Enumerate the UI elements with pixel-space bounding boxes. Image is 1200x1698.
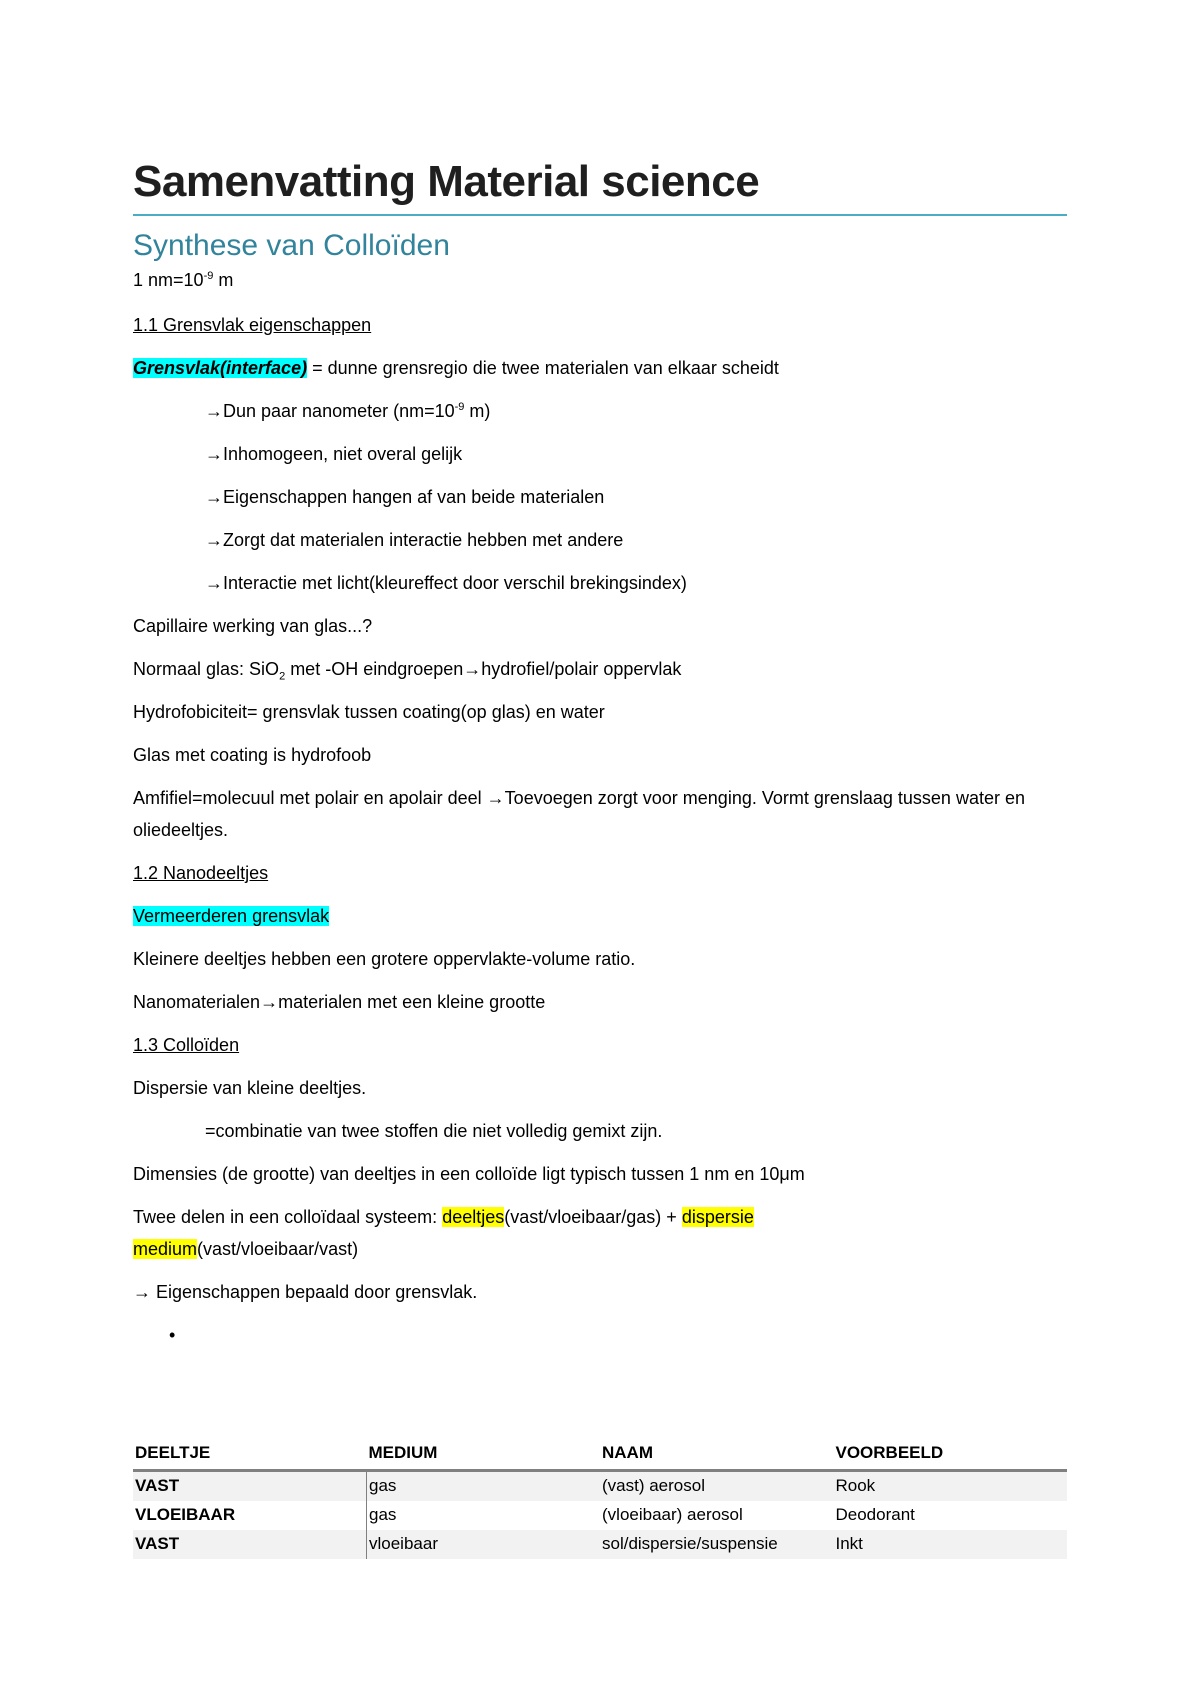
arrow-superscript: -9 bbox=[454, 401, 465, 413]
arrow-item-dun bbox=[205, 395, 1067, 427]
highlighted-dispersie: dispersie bbox=[681, 1207, 754, 1227]
para-dispersie: Dispersie van kleine deeltjes. bbox=[133, 1078, 367, 1098]
arrow-item-interactie-licht: →Interactie met licht(kleureffect door verschil brekingsindex) bbox=[205, 573, 687, 593]
highlighted-vermeerderen: Vermeerderen grensvlak bbox=[133, 906, 330, 926]
definition-rest: = dunne grensregio die twee materialen van elkaar scheidt bbox=[307, 358, 779, 378]
nm-superscript: -9 bbox=[203, 270, 214, 282]
highlighted-medium: medium bbox=[133, 1239, 198, 1259]
colloid-types-table bbox=[133, 1439, 1067, 1559]
para-eigenschappen-grensvlak: → Eigenschappen bepaald door grensvlak. bbox=[133, 1282, 478, 1302]
para-glas-coating: Glas met coating is hydrofoob bbox=[133, 745, 372, 765]
subsection-heading-1-1: 1.1 Grensvlak eigenschappen bbox=[133, 315, 372, 335]
para-normaal-glas bbox=[133, 653, 1067, 685]
arrow-item-inhomogeen: →Inhomogeen, niet overal gelijk bbox=[205, 444, 463, 464]
subsection-heading-1-2: 1.2 Nanodeeltjes bbox=[133, 863, 269, 883]
sio2-subscript: 2 bbox=[279, 670, 286, 683]
highlighted-term-grensvlak: Grensvlak(interface) bbox=[133, 358, 308, 378]
para-capillaire: Capillaire werking van glas...? bbox=[133, 616, 373, 636]
title-underline-rule bbox=[133, 214, 1067, 216]
nm-text: 1 nm=10 bbox=[133, 270, 204, 290]
highlighted-deeltjes: deeltjes bbox=[442, 1207, 505, 1227]
section-heading: Synthese van Colloïden bbox=[133, 229, 450, 262]
arrow-text-end: m) bbox=[464, 401, 491, 421]
arrow-item-eigenschappen: →Eigenschappen hangen af van beide materialen bbox=[205, 487, 605, 507]
arrow-item-zorgt: →Zorgt dat materialen interactie hebben met andere bbox=[205, 530, 624, 550]
table-header-row bbox=[133, 1439, 1067, 1471]
para-kleinere-deeltjes: Kleinere deeltjes hebben een grotere oppervlakte-volume ratio. bbox=[133, 949, 636, 969]
table-header-cell: DEELTJE bbox=[133, 1439, 367, 1471]
arrow-text: →Dun paar nanometer (nm=10 bbox=[205, 401, 455, 421]
table-cell: (vloeibaar) aerosol bbox=[602, 1505, 743, 1524]
table-row bbox=[133, 1501, 1067, 1530]
table-cell: VLOEIBAAR bbox=[135, 1505, 236, 1524]
table-cell: VAST bbox=[135, 1476, 180, 1495]
subsection-heading-1-3: 1.3 Colloïden bbox=[133, 1035, 240, 1055]
table-header-cell: VOORBEELD bbox=[834, 1439, 1068, 1471]
normaal-glas-text-end: met -OH eindgroepen→hydrofiel/polair oppervlak bbox=[285, 659, 682, 679]
twee-delen-mid: (vast/vloeibaar/gas) + bbox=[504, 1207, 682, 1227]
table-cell: gas bbox=[367, 1501, 601, 1530]
normaal-glas-text: Normaal glas: SiO bbox=[133, 659, 280, 679]
table-cell: Inkt bbox=[835, 1534, 863, 1553]
twee-delen-end: (vast/vloeibaar/vast) bbox=[197, 1239, 359, 1259]
twee-delen-text: Twee delen in een colloïdaal systeem: bbox=[133, 1207, 443, 1227]
table-header-cell: NAAM bbox=[600, 1439, 834, 1471]
table-cell: sol/dispersie/suspensie bbox=[602, 1534, 778, 1553]
table-header-cell: MEDIUM bbox=[367, 1439, 601, 1471]
para-nanomaterialen: Nanomaterialen→materialen met een kleine grootte bbox=[133, 992, 546, 1012]
para-combinatie: =combinatie van twee stoffen die niet volledig gemixt zijn. bbox=[205, 1121, 663, 1141]
document-title: Samenvatting Material science bbox=[133, 157, 760, 206]
table-cell: gas bbox=[367, 1471, 601, 1502]
para-twee-delen bbox=[133, 1201, 1067, 1265]
nm-unit: m bbox=[213, 270, 234, 290]
para-grensvlak-definition bbox=[133, 352, 1067, 384]
table-cell: VAST bbox=[135, 1534, 180, 1553]
table-cell: (vast) aerosol bbox=[602, 1476, 705, 1495]
para-amfifiel: Amfifiel=molecuul met polair en apolair deel →Toevoegen zorgt voor menging. Vormt grenslaag tussen water en oliedeeltjes. bbox=[133, 788, 1025, 840]
para-nm-definition bbox=[133, 266, 1067, 294]
para-dimensies: Dimensies (de grootte) van deeltjes in een colloïde ligt typisch tussen 1 nm en 10μm bbox=[133, 1164, 805, 1184]
table-cell: vloeibaar bbox=[367, 1530, 601, 1559]
table-cell: Deodorant bbox=[835, 1505, 915, 1524]
table-row bbox=[133, 1530, 1067, 1559]
para-hydrofobiciteit: Hydrofobiciteit= grensvlak tussen coating(op glas) en water bbox=[133, 702, 605, 722]
para-vermeerderen bbox=[133, 900, 1067, 932]
table-row bbox=[133, 1471, 1067, 1502]
table-cell: Rook bbox=[835, 1476, 876, 1495]
empty-bullet-point: • bbox=[169, 1325, 176, 1345]
